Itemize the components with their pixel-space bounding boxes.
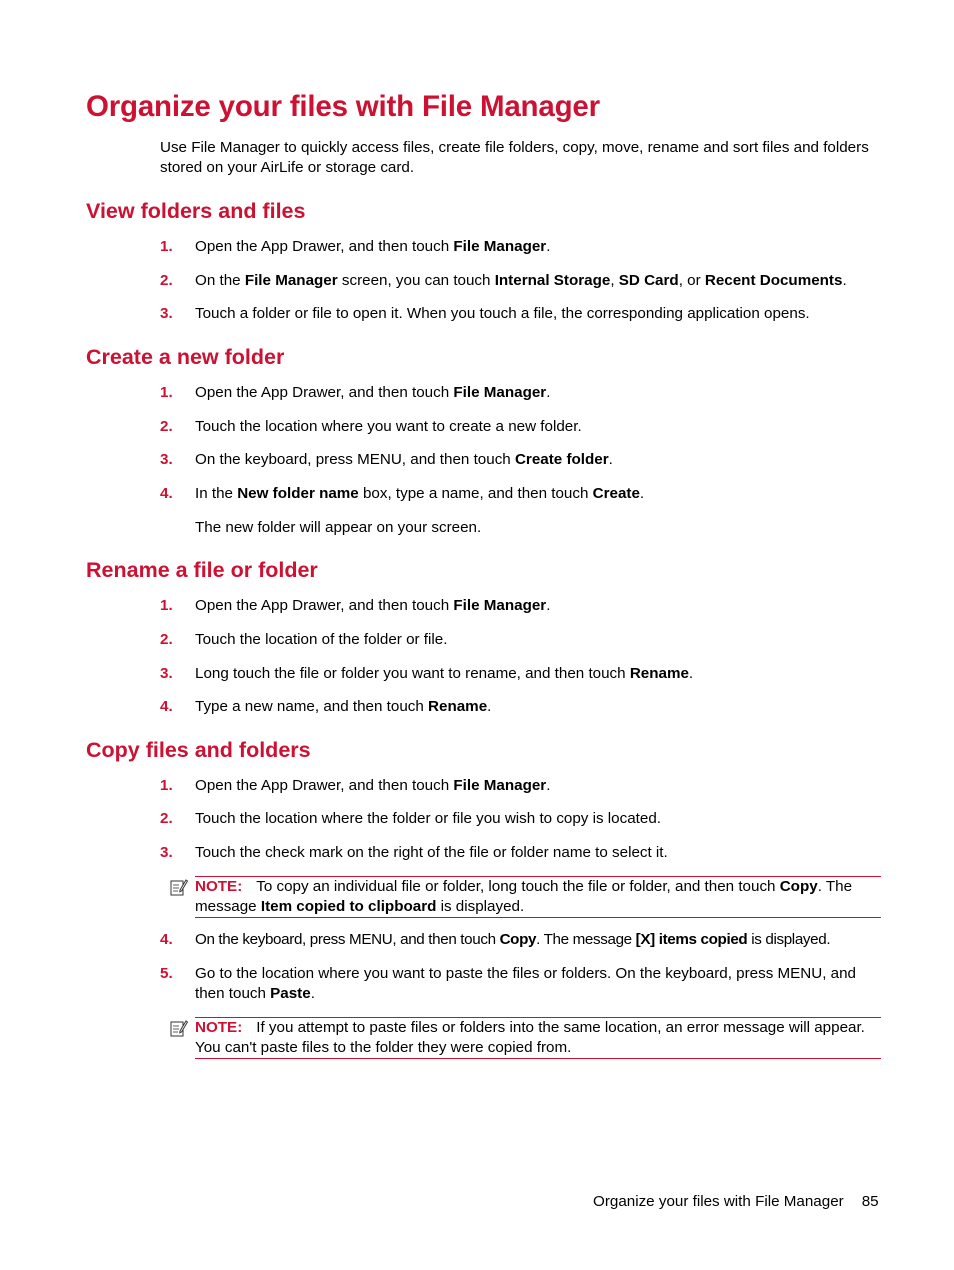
section-heading-copy: Copy files and folders [86, 738, 311, 762]
section-heading-view: View folders and files [86, 199, 306, 223]
section-heading-create: Create a new folder [86, 345, 285, 369]
page-title: Organize your files with File Manager [86, 90, 600, 123]
note-box: NOTE: If you attempt to paste files or folders into the same location, an error message will appear. You can't paste files to the folder they were copied from. [195, 1017, 881, 1059]
note-pencil-icon [170, 878, 188, 896]
step-result-text: The new folder will appear on your screen. [195, 519, 482, 536]
note-box: NOTE: To copy an individual file or folder, long touch the file or folder, and then touch Copy. The message Item copied to clipboard is displayed. [195, 876, 881, 918]
note-label: NOTE: [195, 878, 243, 895]
footer-title: Organize your files with File Manager [593, 1193, 844, 1210]
note-pencil-icon [170, 1019, 188, 1037]
document-page: Organize your files with File Manager Use File Manager to quickly access files, create file folders, copy, move, rename and sort files and folders stored on your AirLife or storage card. View folders and files 1. Open the App Drawer, and then touch File Manager. 2. On the File Manager screen, you can touch Internal Storage, SD Card, or Recent Documents. 3. Touch a folder or file to open it. When you touch a file, the corresponding application opens. Create a new folder 1. Open the App Drawer, and then touch File Manager. 2. Touch the location where you want to create a new folder. 3. On the keyboard, press MENU, and then touch Create folder. 4. In the New folder name box, type a name, and then touch Create. The new folder will appear on your screen. Rename a file or folder 1. Open the App Drawer, and then touch File Manager. 2. Touch the location of the folder or file. 3. Long touch the file or folder you want to rename, and then touch Rename. 4. Type a new name, and then touch Rename. Copy files and folders 1. Open the App Drawer, and then touch File Manager. 2. Touch the location where the folder or file you wish to copy is located. 3. Touch the check mark on the right of the file or folder name to select it. NOTE: To copy an individual file or folder, long touch the file or folder, and then touch Copy. The message Item copied to clipboard is displayed. 4. On the keyboard, press MENU, and then touch Copy. The message [X] items copied is displayed. 5. Go to the location where you want to paste the files or folders. On the keyboard, press MENU, and then touch Paste. NOTE: If you attempt to paste files or folders into the same location, an error message will appear. You can't paste files to the folder they were copied from. Organize your files with File Manager 85 [0, 0, 954, 1270]
page-footer [593, 1193, 879, 1210]
intro-paragraph: Use File Manager to quickly access files, create file folders, copy, move, rename and sort files and folders stored on your AirLife or storage card. [160, 139, 869, 176]
note-label: NOTE: [195, 1019, 243, 1036]
page-number: 85 [861, 1193, 879, 1210]
section-heading-rename: Rename a file or folder [86, 558, 318, 582]
